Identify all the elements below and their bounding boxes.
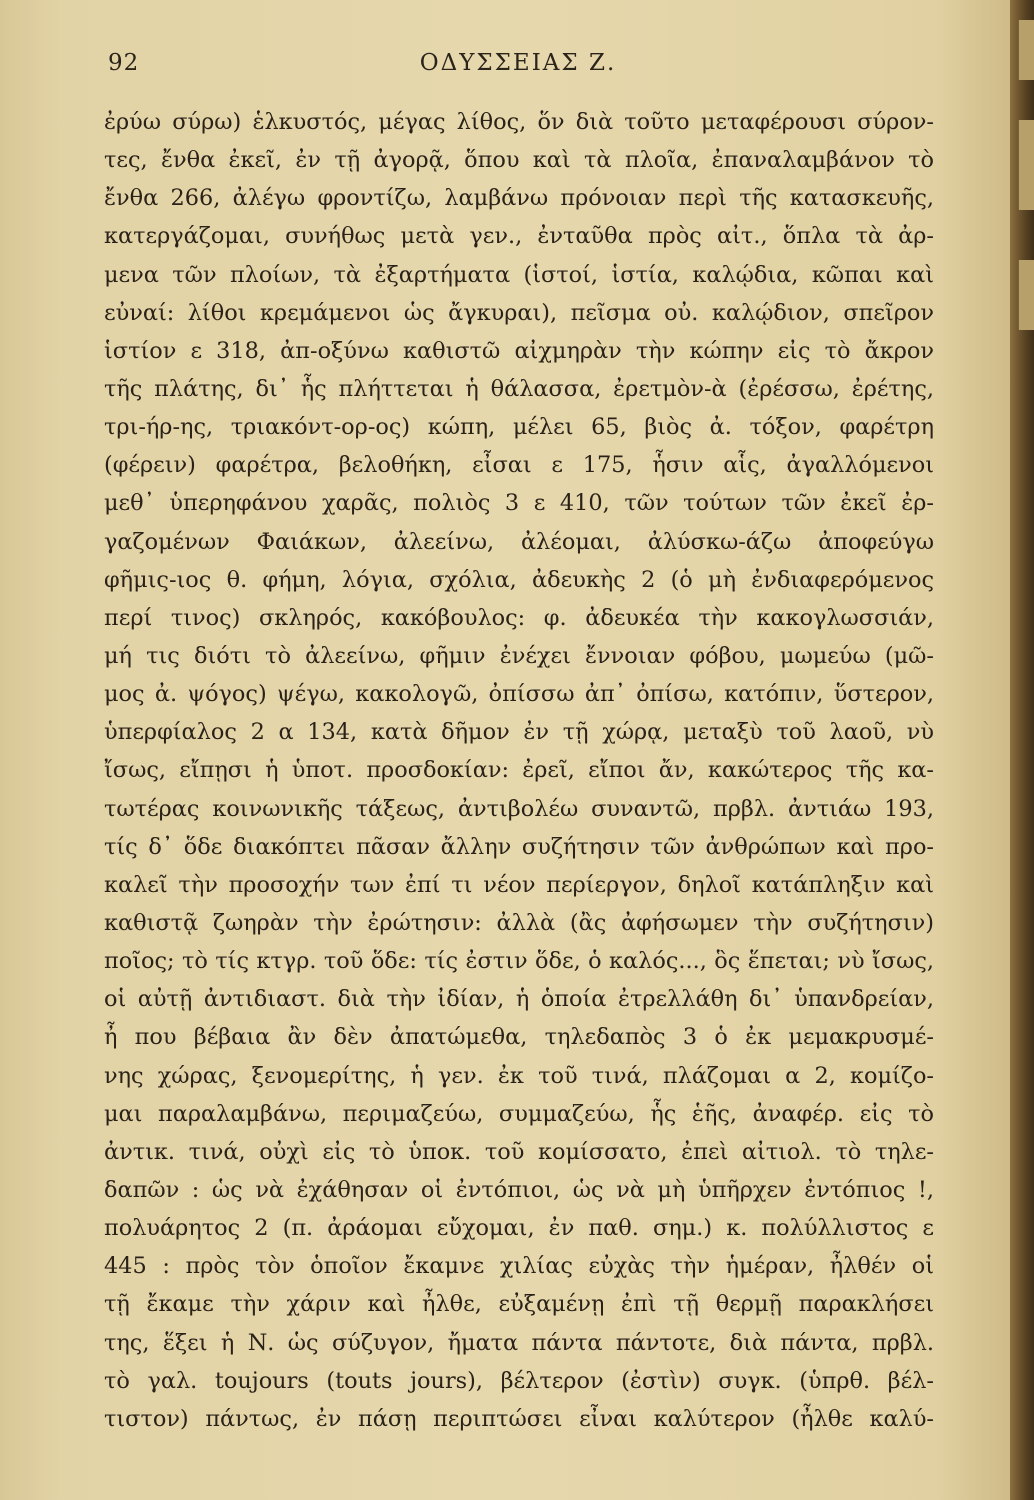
text-line: τωτέρας κοινωνικῆς τάξεως, ἀντιβολέω συναντῶ, πρβλ. ἀντιάω 193, [104, 795, 934, 822]
text-line: φῆμις-ιος θ. φήμη, λόγια, σχόλια, ἀδευκὴς 2 (ὁ μὴ ἐνδιαφερόμενος [104, 566, 934, 593]
text-line: γαζομένων Φαιάκων, ἀλεείνω, ἀλέομαι, ἀλύσκω-άζω ἀποφεύγω [104, 528, 934, 555]
text-line: περί τινος) σκληρός, κακόβουλος: φ. ἀδευκέα τὴν κακογλωσσιάν, [104, 604, 934, 631]
text-line: κατεργάζομαι, συνήθως μετὰ γεν., ἐνταῦθα πρὸς αἰτ., ὅπλα τὰ ἀρ- [104, 223, 934, 250]
text-line: δαπῶν : ὡς νὰ ἐχάθησαν οἱ ἐντόπιοι, ὡς νὰ μὴ ὑπῆρχεν ἐντόπιος !, [104, 1176, 934, 1203]
text-line: ὑπερφίαλος 2 α 134, κατὰ δῆμον ἐν τῇ χώρᾳ, μεταξὺ τοῦ λαοῦ, νὺ [104, 719, 934, 746]
text-line: μενα τῶν πλοίων, τὰ ἐξαρτήματα (ἱστοί, ἱστία, καλῴδια, κῶπαι καὶ [104, 261, 934, 288]
text-line: ἐρύω σύρω) ἑλκυστός, μέγας λίθος, ὅν διὰ τοῦτο μεταφέρουσι σύρον- [104, 109, 934, 135]
text-line: τιστον) πάντως, ἐν πάσῃ περιπτώσει εἶναι καλύτερον (ἦλθε καλύ- [104, 1405, 934, 1432]
page-tab [1018, 120, 1034, 210]
text-line: ποῖος; τὸ τίς κτγρ. τοῦ ὅδε: τίς ἐστιν ὅδε, ὁ καλός..., ὃς ἕπεται; νὺ ἴσως, [104, 948, 934, 975]
page-tab [1018, 20, 1034, 80]
text-line: ἴσως, εἴπῃσι ἡ ὑποτ. προσδοκίαν: ἐρεῖ, εἴποι ἄν, κακώτερος τῆς κα- [104, 757, 934, 784]
text-line: τες, ἔνθα ἐκεῖ, ἐν τῇ ἀγορᾷ, ὅπου καὶ τὰ πλοῖα, ἐπαναλαμβάνον τὸ [104, 147, 934, 174]
commentary-text [104, 103, 934, 1438]
text-line: μος ἀ. ψόγος) ψέγω, κακολογῶ, ὀπίσσω ἀπ᾽ ὀπίσω, κατόπιν, ὕστερον, [104, 681, 934, 708]
text-line: πολυάρητος 2 (π. ἀράομαι εὔχομαι, ἐν παθ. σημ.) κ. πολύλλιστος ε [104, 1215, 934, 1242]
text-line: της, ἕξει ἡ Ν. ὡς σύζυγον, ἤματα πάντα πάντοτε, διὰ πάντα, πρβλ. [104, 1329, 934, 1356]
text-line: μεθ᾽ ὑπερηφάνου χαρᾶς, πολιὸς 3 ε 410, τῶν τούτων τῶν ἐκεῖ ἐρ- [104, 490, 934, 517]
text-line: (φέρειν) φαρέτρα, βελοθήκη, εἶσαι ε 175, ἧσιν αἷς, ἀγαλλόμενοι [104, 452, 934, 479]
text-line: ἦ που βέβαια ἂν δὲν ἀπατώμεθα, τηλεδαπὸς 3 ὁ ἐκ μεμακρυσμέ- [104, 1024, 934, 1051]
text-line: ἀντικ. τινά, οὐχὶ εἰς τὸ ὑποκ. τοῦ κομίσσατο, ἐπεὶ αἰτιολ. τὸ τηλε- [104, 1138, 934, 1165]
text-line: ἱστίον ε 318, ἀπ-οξύνω καθιστῶ αἰχμηρὰν τὴν κώπην εἰς τὸ ἄκρον [104, 337, 934, 364]
text-line: οἱ αὐτῇ ἀντιδιαστ. διὰ τὴν ἰδίαν, ἡ ὁποία ἐτρελλάθη δι᾽ ὑπανδρείαν, [104, 986, 934, 1013]
text-line: 445 : πρὸς τὸν ὁποῖον ἔκαμνε χιλίας εὐχὰς τὴν ἡμέραν, ἦλθέν οἱ [104, 1253, 934, 1280]
text-line: νης χώρας, ξενομερίτης, ἡ γεν. ἐκ τοῦ τινά, πλάζομαι α 2, κομίζο- [104, 1062, 934, 1089]
page-tab [1018, 260, 1034, 330]
running-title: ΟΔΥΣΣΕΙΑΣ Ζ. [419, 50, 617, 76]
text-line: εὐναί: λίθοι κρεμάμενοι ὡς ἄγκυραι), πεῖσμα οὐ. καλῴδιον, σπεῖρον [104, 299, 934, 326]
text-line: τῆς πλάτης, δι᾽ ἧς πλήττεται ἡ θάλασσα, ἐρετμὸν-ὰ (ἐρέσσω, ἐρέτης, [104, 375, 934, 402]
page-edge [1010, 0, 1034, 1500]
text-line: καλεῖ τὴν προσοχήν των ἐπί τι νέον περίεργον, δηλοῖ κατάπληξιν καὶ [104, 871, 934, 898]
text-line: μαι παραλαμβάνω, περιμαζεύω, συμμαζεύω, ἧς ἑῆς, ἀναφέρ. εἰς τὸ [104, 1100, 934, 1127]
text-line: τρι-ήρ-ης, τριακόντ-ορ-ος) κώπη, μέλει 65, βιὸς ἀ. τόξον, φαρέτρη [104, 414, 934, 441]
text-line: τίς δ᾽ ὅδε διακόπτει πᾶσαν ἄλλην συζήτησιν τῶν ἀνθρώπων καὶ προ- [104, 833, 934, 860]
text-line: τῇ ἔκαμε τὴν χάριν καὶ ἦλθε, εὐξαμένῃ ἐπὶ τῇ θερμῇ παρακλήσει [104, 1291, 934, 1318]
text-line: τὸ γαλ. toujours (touts jours), βέλτερον (ἐστὶν) συγκ. (ὑπρθ. βέλ- [104, 1367, 934, 1394]
text-line: ἔνθα 266, ἀλέγω φροντίζω, λαμβάνω πρόνοιαν περὶ τῆς κατασκευῆς, [104, 185, 934, 212]
page-number: 92 [108, 50, 140, 76]
page-header [108, 50, 928, 84]
text-line: καθιστᾷ ζωηρὰν τὴν ἐρώτησιν: ἀλλὰ (ἂς ἀφήσωμεν τὴν συζήτησιν) [104, 909, 934, 936]
text-line: μή τις διότι τὸ ἀλεείνω, φῆμιν ἐνέχει ἔννοιαν φόβου, μωμεύω (μῶ- [104, 642, 934, 669]
